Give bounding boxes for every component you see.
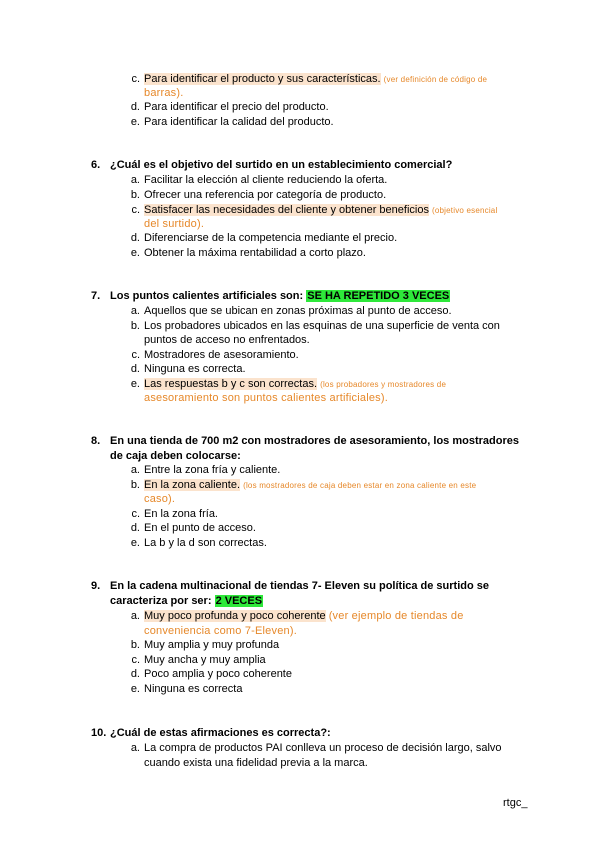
correct-answer-highlight: Las respuestas b y c son correctas.	[144, 378, 318, 390]
q7-option-b-continued: puntos de acceso no enfrentados.	[144, 334, 310, 346]
correct-answer-highlight: Muy poco profunda y poco coherente	[144, 610, 326, 622]
answer-note: (ver definición de código de	[383, 75, 488, 84]
answer-note-continued: barras).	[144, 87, 184, 99]
answer-note: (objetivo esencial	[432, 206, 498, 215]
correct-answer-highlight: En la zona caliente.	[144, 479, 241, 491]
repeat-count-badge: SE HA REPETIDO 3 VECES	[307, 290, 450, 302]
answer-note: (los mostradores de caja deben estar en zona caliente en este	[243, 481, 477, 490]
q10-option-a-continued: cuando exista una fidelidad previa a la marca.	[144, 757, 368, 769]
repeat-count-badge: 2 VECES	[215, 595, 263, 607]
answer-note: (los probadores y mostradores de	[320, 380, 447, 389]
correct-answer-highlight: Satisfacer las necesidades del cliente y obtener beneficios	[144, 204, 429, 216]
document-page: c. Para identificar el producto y sus características. (ver definición de código de barras). d. Para identificar el precio del producto. e. Para identificar la calidad del producto. 6. ¿Cuál es el objetivo del surtido en un establecimiento comercial? a. Facilitar la elección al cliente reduciendo la oferta. b. Ofrecer una referencia por categoría de producto. c. Satisfacer las necesidades del cliente y obtener beneficios (objetivo esencial del surtido). d. Diferenciarse de la competencia mediante el precio. e. Obtener la máxima rentabilidad a corto plazo. 7. Los puntos calientes artificiales son: SE HA REPETIDO 3 VECES a. Aquellos que se ubican en zonas próximas al punto de acceso. b. Los probadores ubicados en las esquinas de una superficie de venta con puntos de acceso no enfrentados. c. Mostradores de asesoramiento. d. Ninguna es correcta. e. Las respuestas b y c son correctas. (los probadores y mostradores de asesoramiento son puntos calientes artificiales). 8. En una tienda de 700 m2 con mostradores de asesoramiento, los mostradores de caja deben colocarse: a. Entre la zona fría y caliente. b. En la zona caliente. (los mostradores de caja deben estar en zona caliente en este caso). c. En la zona fría. d. En el punto de acceso. e. La b y la d son correctas. 9. En la cadena multinacional de tiendas 7- Eleven su política de surtido se caracteriza por ser: 2 VECES a. Muy poco profunda y poco coherente (ver ejemplo de tiendas de conveniencia como 7-Eleven). b. Muy amplia y muy profunda c. Muy ancha y muy amplia d. Poco amplia y poco coherente e. Ninguna es correcta 10. ¿Cuál de estas afirmaciones es correcta?: a. La compra de productos PAI conlleva un proceso de decisión largo, salvo cuando exista una fidelidad previa a la marca. rtgc_	[91, 73, 528, 809]
answer-note-continued: conveniencia como 7-Eleven).	[144, 625, 297, 637]
author-signature: rtgc_	[503, 797, 528, 809]
answer-note: (ver ejemplo de tiendas de	[328, 610, 464, 622]
answer-note-continued: asesoramiento son puntos calientes artificiales).	[144, 392, 388, 404]
q8-title-continued: de caja deben colocarse:	[110, 450, 241, 462]
q9-title-continued: caracteriza por ser: 2 VECES	[110, 595, 263, 607]
answer-note-continued: caso).	[144, 493, 176, 505]
answer-note-continued: del surtido).	[144, 218, 205, 230]
correct-answer-highlight: Para identificar el producto y sus características.	[144, 73, 381, 85]
